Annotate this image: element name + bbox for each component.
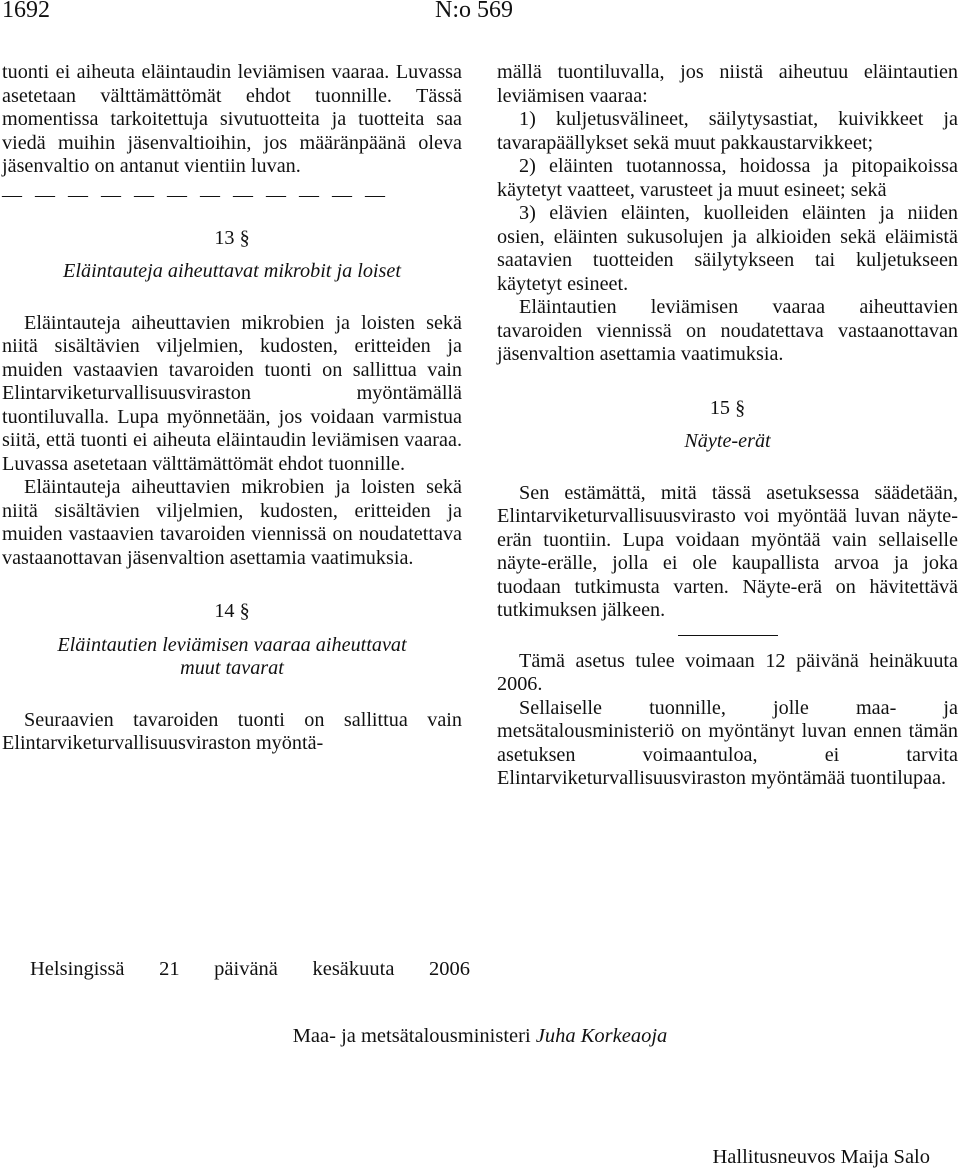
right-column — [497, 61, 958, 791]
section-13-paragraph-1: Eläintauteja aiheuttavien mikrobien ja loisten sekä niitä sisältävien viljelmien, kudosten, eritteiden ja muiden vastaavien tavaroiden tuonti on sallittua vain Elintarviketurvallisuusviraston myöntämällä tuontiluvalla. Lupa myönnetään, jos voidaan varmistua siitä, että tuonti ei aiheuta eläintaudin leviämisen vaaraa. Luvassa asetetaan välttämättömät ehdot tuonnille. — [2, 311, 462, 475]
section-15-paragraph-1: Sen estämättä, mitä tässä asetuksessa säädetään, Elintarviketurvallisuusvirasto voi myöntää luvan näyte-erän tuontiin. Lupa voidaan myöntää vain sellaiselle näyte-erälle, jolla ei ole kaupallista arvoa ja joka tuodaan tutkimusta varten. Näyte-erä on hävitettävä tutkimuksen jälkeen. — [497, 481, 958, 621]
section-14-paragraph-1: Seuraavien tavaroiden tuonti on sallittua vain Elintarviketurvallisuusviraston myöntä- — [2, 708, 462, 754]
section-14-number: 14 § — [214, 600, 250, 622]
issue-number: N:o 569 — [435, 0, 513, 23]
page-header — [0, 0, 960, 30]
counsel-signature: Hallitusneuvos Maija Salo — [712, 1146, 930, 1168]
continued-paragraph: tuonti ei aiheuta eläintaudin leviämisen vaaraa. Luvassa asetetaan välttämättömät ehdot tuonnille. Tässä momentissa tarkoitettuja sivutuotteita ja tuotteita saa viedä muihin jäsenvaltioihin, jos määränpäänä oleva jäsenvaltio on antanut vientiin luvan. — [2, 61, 462, 177]
section-14-title — [2, 634, 462, 681]
place-and-date: Helsingissä 21 päivänä kesäkuuta 2006 — [30, 958, 470, 980]
section-13-title: Eläintauteja aiheuttavat mikrobit ja loiset — [63, 260, 401, 282]
minister-signature — [0, 1025, 960, 1048]
omission-dashes: — — — — — — — — — — — — — [2, 183, 389, 206]
section-14-title-line-1: Eläintautien leviämisen vaaraa aiheuttavat — [57, 633, 407, 656]
page-number: 1692 — [2, 0, 50, 23]
section-14-paragraph-2: Eläintautien leviämisen vaaraa aiheuttavien tavaroiden viennissä on noudatettava vastaanottavan jäsenvaltion asettamia vaatimuksia. — [497, 296, 958, 365]
left-column — [2, 61, 462, 756]
section-14-title-line-2: muut tavarat — [180, 657, 284, 679]
section-13-number: 13 § — [214, 226, 250, 249]
section-13-paragraph-2: Eläintauteja aiheuttavien mikrobien ja loisten sekä niitä sisältävien viljelmien, kudosten, eritteiden ja muiden vastaavien tavaroiden viennissä on noudatettava vastaanottavan jäsenvaltion asettamia vaatimuksia. — [2, 476, 462, 569]
list-item-3: 3) elävien eläinten, kuolleiden eläinten ja niiden osien, eläinten sukusolujen ja alkioiden sekä eläimistä saatavien tuotteiden säilytykseen tai kuljetukseen käytetyt esineet. — [497, 202, 958, 295]
entry-into-force-paragraph: Tämä asetus tulee voimaan 12 päivänä heinäkuuta 2006. — [497, 649, 958, 695]
divider-rule — [678, 635, 778, 636]
section-15-title: Näyte-erät — [684, 430, 771, 452]
minister-name: Juha Korkeaoja — [535, 1025, 668, 1047]
continued-paragraph: mällä tuontiluvalla, jos niistä aiheutuu eläintautien leviämisen vaaraa: — [497, 61, 958, 107]
list-item-1: 1) kuljetusvälineet, säilytysastiat, kuivikkeet ja tavarapäällykset sekä muut pakkaustarvikkeet; — [497, 108, 958, 154]
minister-title: Maa- ja metsätalousministeri — [292, 1025, 531, 1047]
list-item-2: 2) eläinten tuotannossa, hoidossa ja pitopaikoissa käytetyt vaatteet, varusteet ja muut esineet; sekä — [497, 155, 958, 201]
transitional-paragraph: Sellaiselle tuonnille, jolle maa- ja metsätalousministeriö on myöntänyt luvan ennen tämän asetuksen voimaantuloa, ei tarvita Elintarviketurvallisuusviraston myöntämää tuontilupaa. — [497, 696, 958, 789]
section-15-number: 15 § — [709, 396, 746, 419]
